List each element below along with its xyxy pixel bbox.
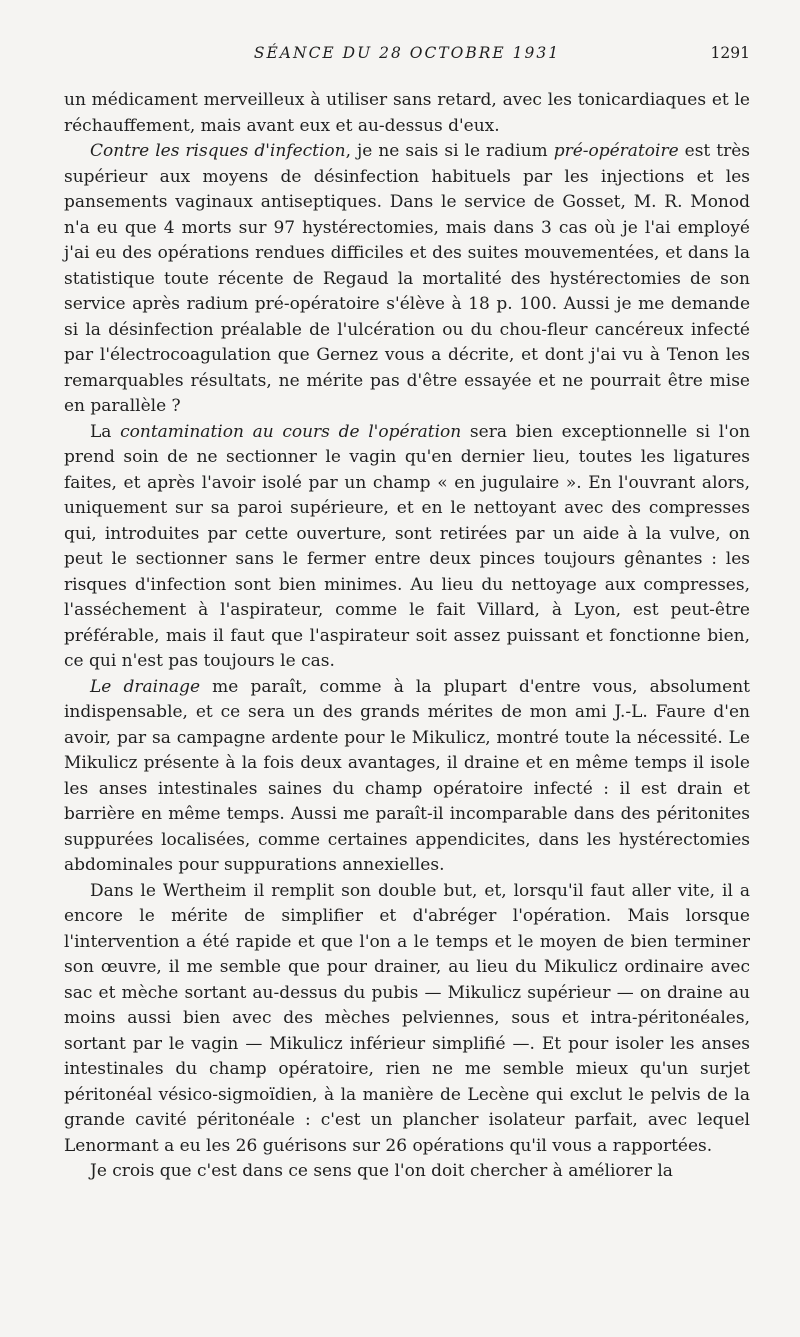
text-run: sera bien exceptionnelle si l'on prend soin de ne sectionner le vagin qu'en dernier lieu, toutes les ligatures faites, et après l'avoir isolé par un champ « en jugulaire ». En l'ouvrant alors, uniquement sur sa paroi supérieure, et en le nettoyant avec des compresses qui, introduites par cette ouverture, sont retirées par un aide à la vulve, on peut le sectionner sans le fermer entre deux pinces toujours gênantes : les risques d'infection sont bien minimes. Au lieu du nettoyage aux compresses, l'asséchement à l'aspirateur, comme le fait Villard, à Lyon, est peut-être préférable, mais il faut que l'aspirateur soit assez puissant et fonctionne bien, ce qui n'est pas toujours le cas. xyxy=(64,421,751,671)
running-title: SÉANCE DU 28 OCTOBRE 1931 xyxy=(253,44,561,62)
text-run: , je ne sais si le radium xyxy=(345,141,554,161)
paragraph xyxy=(64,88,750,139)
page-number: 1291 xyxy=(710,44,750,62)
paragraph xyxy=(64,1159,750,1185)
paragraph xyxy=(64,139,750,420)
text-run: Je crois que c'est dans ce sens que l'on doit chercher à améliorer la xyxy=(90,1161,673,1181)
paragraph xyxy=(64,420,750,675)
text-run: me paraît, comme à la plupart d'entre vous, absolument indispensable, et ce sera un des grands mérites de mon ami J.-L. Faure d'en avoir, par sa campagne ardente pour le Mikulicz, montré toute la nécessité. Le Mikulicz présente à la fois deux avantages, il draine et en même temps il isole les anses intestinales saines du champ opératoire infecté : il est drain et barrière en même temps. Aussi me paraît-il incomparable dans des péritonites suppurées localisées, comme certaines appendicites, dans les hystérectomies abdominales pour suppurations annexielles. xyxy=(64,676,750,875)
running-head xyxy=(64,44,750,74)
paragraph xyxy=(64,879,750,1160)
body-text xyxy=(64,88,750,1185)
italic-text: pré-opératoire xyxy=(553,141,679,161)
italic-text: Contre les risques d'infection xyxy=(90,141,346,161)
italic-text: Le drainage xyxy=(90,676,201,697)
text-run: La xyxy=(90,421,121,442)
paragraph xyxy=(64,675,750,879)
italic-text: contamination au cours de l'opération xyxy=(120,421,462,442)
text-run: Dans le Wertheim il remplit son double but, et, lorsqu'il faut aller vite, il a encore le mérite de simplifier et d'abréger l'opération. Mais lorsque l'intervention a été rapide et que l'on a le temps et le moyen de bien terminer son œuvre, il me semble que pour drainer, au lieu du Mikulicz ordinaire avec sac et mèche sortant au-dessus du pubis — Mikulicz supérieur — on draine au moins aussi bien avec des mèches pelviennes, sous et intra-péritonéales, sortant par le vagin — Mikulicz inférieur simplifié —. Et pour isoler les anses intestinales du champ opératoire, rien ne me semble mieux qu'un surjet péritonéal vésico-sigmoïdien, à la manière de Lecène qui exclut le pelvis de la grande cavité péritonéale : c'est un plancher isolateur parfait, avec lequel Lenormant a eu les 26 guérisons sur 26 opérations qu'il vous a rapportées. xyxy=(64,880,750,1156)
text-run: un médicament merveilleux à utiliser sans retard, avec les tonicardiaques et le réchauffement, mais avant eux et au-dessus d'eux. xyxy=(64,90,750,136)
text-run: est très supérieur aux moyens de désinfection habituels par les injections et les pansements vaginaux antiseptiques. Dans le service de Gosset, M. R. Monod n'a eu que 4 morts sur 97 hystérectomies, mais dans 3 cas où je l'ai employé j'ai eu des opérations rendues difficiles et des suites mouvementées, et dans la statistique toute récente de Regaud la mortalité des hystérectomies de son service après radium pré-opératoire s'élève à 18 p. 100. Aussi je me demande si la désinfection préalable de l'ulcération ou du chou-fleur cancéreux infecté par l'électrocoagulation que Gernez vous a décrite, et dont j'ai vu à Tenon les remarquables résultats, ne mérite pas d'être essayée et ne pourrait être mise en parallèle ? xyxy=(64,141,750,416)
